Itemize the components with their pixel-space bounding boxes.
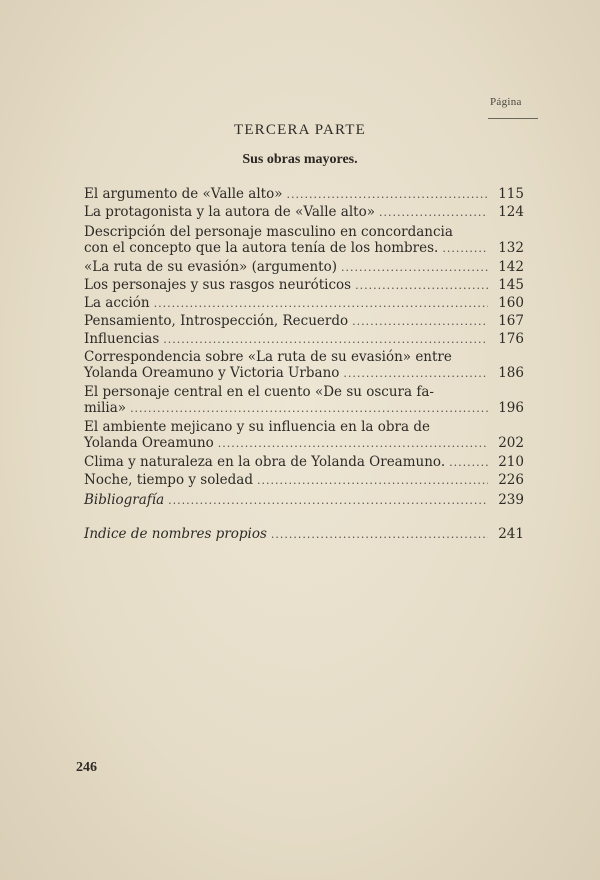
toc-page-number: 210: [498, 454, 524, 470]
dot-leader: [343, 366, 488, 382]
pagina-column-header: Página: [490, 96, 522, 108]
toc-page-number: 241: [498, 526, 524, 542]
toc-entry: [84, 331, 524, 347]
toc-entry: [84, 492, 524, 508]
dot-leader: [379, 205, 488, 221]
toc-entry-text: milia»: [84, 400, 127, 416]
toc-entry-row: [84, 492, 524, 508]
section-title: Sus obras mayores.: [242, 152, 358, 167]
dot-leader: [341, 260, 488, 276]
toc-page-number: 167: [498, 313, 524, 329]
toc-page-number: 124: [498, 204, 524, 220]
toc-entry: [84, 313, 524, 329]
toc-entry: [84, 277, 524, 293]
toc-entry-row: [84, 204, 524, 220]
toc-entry-text: La acción: [84, 295, 150, 311]
toc-entry-text: Pensamiento, Introspección, Recuerdo: [84, 313, 349, 329]
toc-page-number: 239: [498, 492, 524, 508]
toc-entry-row: [84, 435, 524, 451]
dot-leader: [449, 455, 488, 471]
dot-leader: [163, 332, 488, 348]
toc-entry-text: Influencias: [84, 331, 160, 347]
dot-leader: [355, 278, 488, 294]
toc-entry: [84, 259, 524, 275]
toc-entry-row: [84, 400, 524, 416]
toc-entry-text: Descripción del personaje masculino en concordancia: [84, 224, 453, 240]
toc-entry-row: [84, 240, 524, 256]
toc-entry-text: con el concepto que la autora tenía de los hombres.: [84, 240, 439, 256]
toc-entry-row: [84, 526, 524, 542]
toc-entry-row: [84, 313, 524, 329]
toc-page-number: 196: [498, 400, 524, 416]
toc-page-number: 176: [498, 331, 524, 347]
toc-entry-text: Clima y naturaleza en la obra de Yolanda Oreamuno.: [84, 454, 446, 470]
toc-page-number: 226: [498, 472, 524, 488]
toc-entry: [84, 295, 524, 311]
toc-entry-text: La protagonista y la autora de «Valle alto»: [84, 204, 375, 220]
toc-entry-row: [84, 186, 524, 202]
toc-entry-text: Correspondencia sobre «La ruta de su evasión» entre: [84, 349, 452, 365]
toc-page-number: 142: [498, 259, 524, 275]
toc-entry: [84, 204, 524, 220]
toc-entry-text: Los personajes y sus rasgos neuróticos: [84, 277, 352, 293]
toc-entry-row: [84, 295, 524, 311]
toc-entry-text: Indice de nombres propios: [84, 526, 267, 542]
dot-leader: [130, 401, 488, 417]
toc-page-number: 202: [498, 435, 524, 451]
toc-page-number: 145: [498, 277, 524, 293]
dot-leader: [168, 493, 488, 509]
toc-entry-row: [84, 331, 524, 347]
toc-page-number: 160: [498, 295, 524, 311]
toc-entry-text: Yolanda Oreamuno y Victoria Urbano: [84, 365, 340, 381]
toc-entry-text: El argumento de «Valle alto»: [84, 186, 283, 202]
dot-leader: [271, 527, 488, 543]
toc-entry-text: El ambiente mejicano y su influencia en la obra de: [84, 419, 430, 435]
toc-entry-row: [84, 365, 524, 381]
toc-entry-text: El personaje central en el cuento «De su oscura fa-: [84, 384, 434, 400]
toc-page-number: 115: [498, 186, 524, 202]
toc-entry-text: Bibliografía: [84, 492, 165, 508]
toc-entry: [84, 186, 524, 202]
toc-page-number: 186: [498, 365, 524, 381]
dot-leader: [218, 436, 488, 452]
part-title: TERCERA PARTE: [233, 122, 367, 138]
dot-leader: [352, 314, 488, 330]
toc-entry: [84, 526, 524, 542]
toc-entry: [84, 384, 524, 416]
toc-entry: [84, 419, 524, 451]
page-number: 246: [76, 760, 97, 775]
toc-entry: [84, 349, 524, 381]
toc-entry-text: Yolanda Oreamuno: [84, 435, 214, 451]
dot-leader: [154, 296, 488, 312]
toc-entry: [84, 454, 524, 470]
toc-page-number: 132: [498, 240, 524, 256]
toc-entry: [84, 224, 524, 256]
toc-entry-row: [84, 259, 524, 275]
toc-entry-row: [84, 454, 524, 470]
toc-entry-row: [84, 277, 524, 293]
dot-leader: [442, 241, 488, 257]
toc-entry: [84, 472, 524, 488]
toc-entry-text: «La ruta de su evasión» (argumento): [84, 259, 338, 275]
header-rule: [488, 118, 538, 119]
toc-entry-row: [84, 472, 524, 488]
dot-leader: [286, 187, 488, 203]
toc-entry-text: Noche, tiempo y soledad: [84, 472, 253, 488]
dot-leader: [257, 473, 488, 489]
